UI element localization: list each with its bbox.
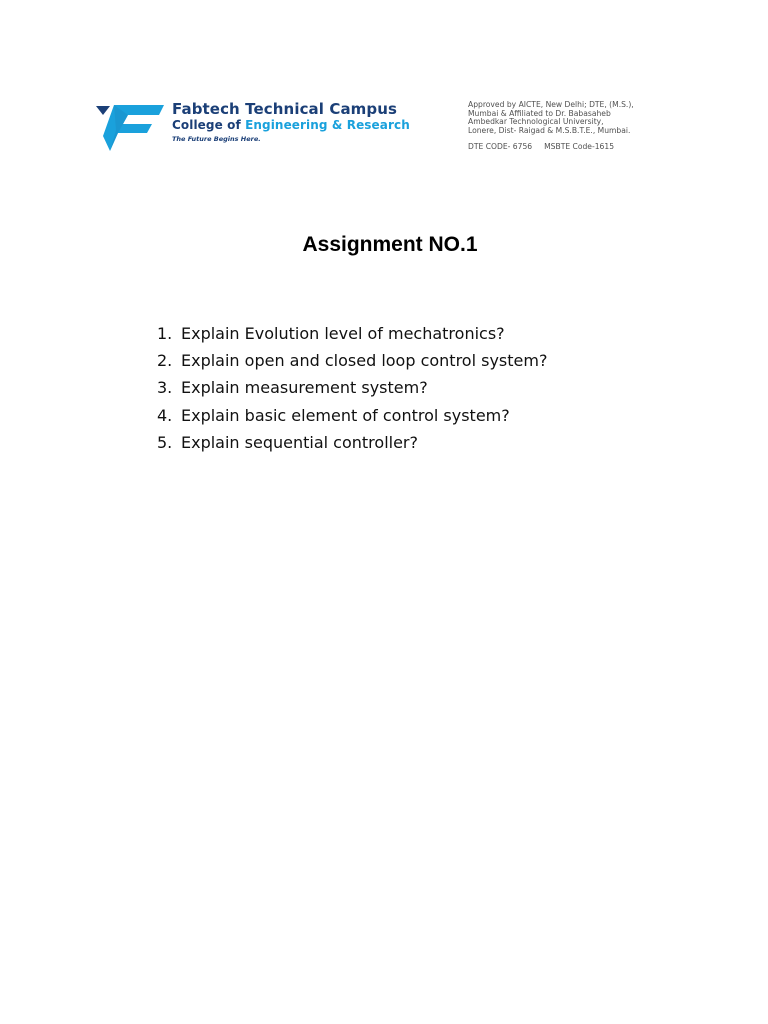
approval-line: Mumbai & Affiliated to Dr. Babasaheb — [468, 108, 611, 118]
question-list — [157, 320, 547, 456]
question-text: Explain Evolution level of mechatronics? — [181, 324, 505, 343]
assignment-title: Assignment NO.1 — [302, 233, 478, 256]
question-item — [157, 402, 547, 429]
question-item — [157, 347, 547, 374]
institution-name: Fabtech Technical Campus — [172, 100, 398, 118]
approval-line: Ambedkar Technological University, — [468, 117, 604, 127]
college-name-emphasis: Engineering & Research — [245, 118, 410, 132]
question-text: Explain sequential controller? — [181, 432, 418, 452]
question-text: Explain basic element of control system? — [181, 405, 510, 425]
question-text: Explain open and closed loop control system? — [181, 351, 548, 371]
question-number: 4. — [157, 405, 173, 425]
question-number: 1. — [157, 324, 173, 343]
question-number: 3. — [157, 378, 173, 398]
fabtech-logo-icon — [94, 100, 166, 152]
approval-line: Lonere, Dist- Raigad & M.S.B.T.E., Mumbai. — [468, 125, 631, 135]
question-item — [157, 429, 547, 456]
college-name-prefix: College of — [172, 118, 246, 132]
approval-text — [468, 101, 683, 135]
institution-codes — [468, 142, 614, 151]
question-text: Explain measurement system? — [181, 378, 428, 398]
question-number: 2. — [157, 351, 173, 371]
question-item — [157, 374, 547, 401]
msbte-code: MSBTE Code-1615 — [544, 142, 615, 151]
dte-code: DTE CODE- 6756 — [468, 142, 533, 151]
college-name — [172, 118, 410, 132]
question-item — [157, 320, 547, 347]
letterhead — [94, 96, 684, 156]
approval-line: Approved by AICTE, New Delhi; DTE, (M.S.), — [468, 100, 634, 109]
question-number: 5. — [157, 432, 173, 452]
tagline: The Future Begins Here. — [172, 135, 261, 143]
